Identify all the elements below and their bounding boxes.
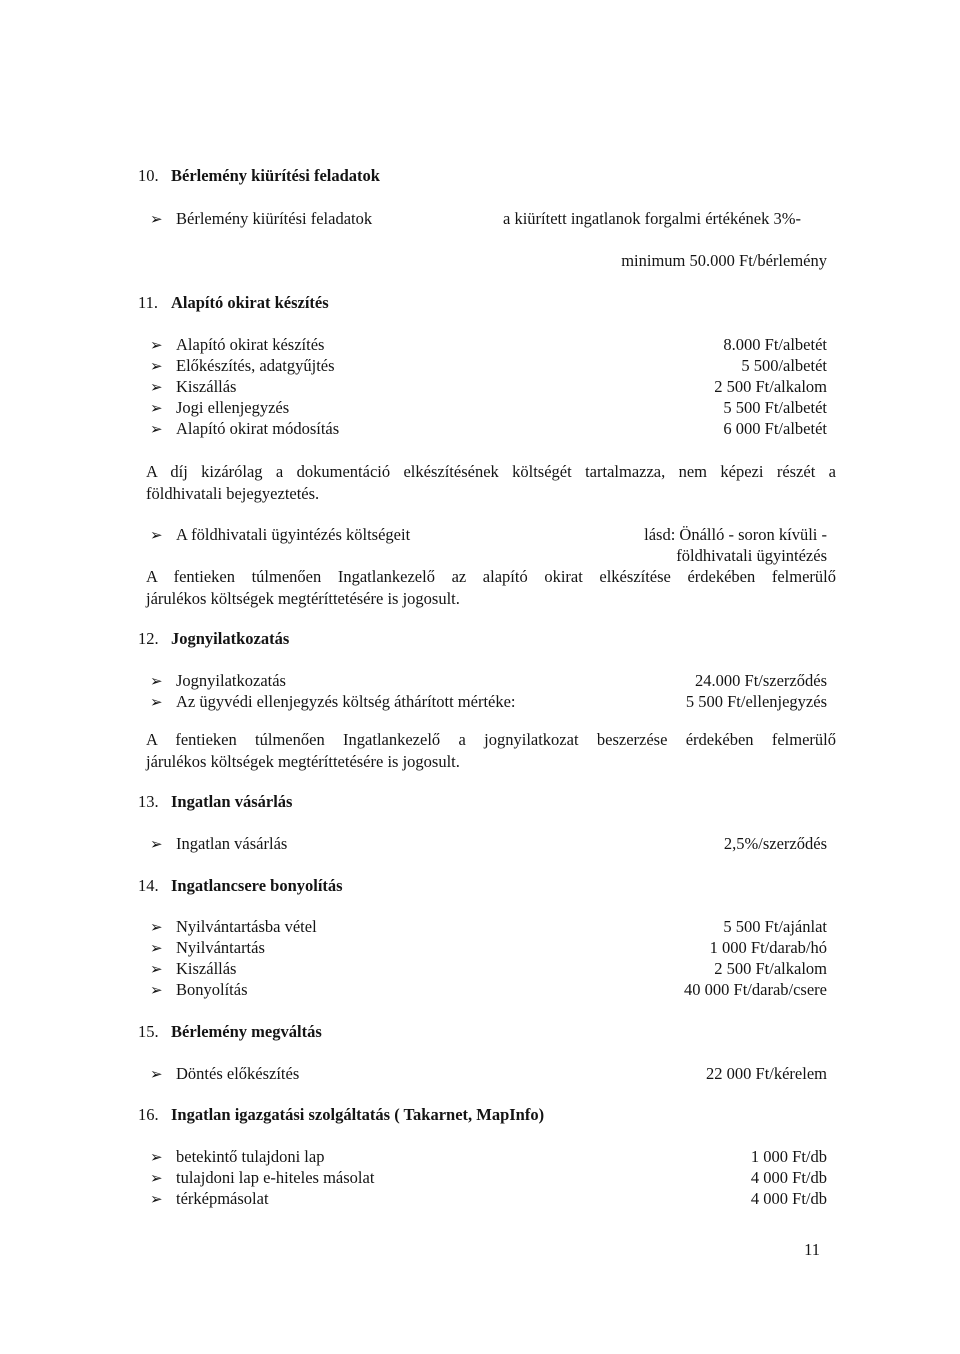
- item-label: Nyilvántartás: [176, 938, 265, 957]
- item-value: 22 000 Ft/kérelem: [706, 1064, 827, 1083]
- section-title: Alapító okirat készítés: [171, 293, 329, 312]
- arrow-bullet-icon: ➢: [150, 920, 163, 936]
- item-value: 2 500 Ft/alkalom: [714, 377, 827, 396]
- section-title: Ingatlan igazgatási szolgáltatás ( Takarnet, MapInfo): [171, 1105, 545, 1124]
- item-label: Alapító okirat készítés: [176, 335, 325, 354]
- section-number: 10.: [138, 166, 159, 185]
- page-number: 11: [804, 1240, 820, 1259]
- item-label: Előkészítés, adatgyűjtés: [176, 356, 335, 375]
- item-label: Bérlemény kiürítési feladatok: [176, 209, 373, 228]
- list-item: [150, 1063, 299, 1087]
- arrow-bullet-icon: ➢: [150, 674, 163, 690]
- arrow-bullet-icon: ➢: [150, 695, 163, 711]
- section-title: Ingatlan vásárlás: [171, 792, 293, 811]
- arrow-bullet-icon: ➢: [150, 941, 163, 957]
- section-12-heading: [138, 628, 289, 650]
- arrow-bullet-icon: ➢: [150, 1150, 163, 1166]
- section-14-heading: [138, 875, 343, 897]
- section-number: 13.: [138, 792, 159, 811]
- paragraph-line: járulékos költségek megtéríttetésére is jogosult.: [146, 751, 460, 771]
- list-item: [150, 979, 248, 1003]
- arrow-bullet-icon: ➢: [150, 212, 163, 228]
- list-item: [150, 670, 286, 694]
- arrow-bullet-icon: ➢: [150, 528, 163, 544]
- item-value: a kiürített ingatlanok forgalmi értékének 3%-: [503, 209, 801, 228]
- item-value: 4 000 Ft/db: [750, 1168, 827, 1187]
- section-title: Bérlemény megváltás: [171, 1022, 322, 1041]
- section-16-heading: [138, 1104, 544, 1126]
- list-item: [150, 1167, 374, 1191]
- fee-note-paragraph: [146, 461, 836, 504]
- item-value: 6 000 Ft/albetét: [723, 419, 827, 438]
- paragraph-line: A fentieken túlmenően Ingatlankezelő a jognyilatkozat beszerzése érdekében felmerülő: [146, 730, 836, 749]
- item-label: tulajdoni lap e-hiteles másolat: [176, 1168, 375, 1187]
- list-item: [150, 937, 265, 961]
- item-label: Jognyilatkozatás: [176, 671, 286, 690]
- item-label: Nyilvántartásba vétel: [176, 917, 317, 936]
- item-value-continued: minimum 50.000 Ft/bérlemény: [621, 251, 827, 270]
- item-label: Alapító okirat módosítás: [176, 419, 340, 438]
- arrow-bullet-icon: ➢: [150, 1192, 163, 1208]
- item-value: 8.000 Ft/albetét: [723, 335, 827, 354]
- section-11-heading: [138, 292, 329, 314]
- list-item: [150, 355, 335, 379]
- item-label: A földhivatali ügyintézés költségeit: [176, 525, 411, 544]
- item-value: 1 000 Ft/darab/hó: [709, 938, 827, 957]
- section-10-heading: [138, 165, 380, 187]
- paragraph-line: A fentieken túlmenően Ingatlankezelő az alapító okirat elkészítése érdekében felmerülő: [146, 567, 836, 586]
- list-item: [150, 833, 287, 857]
- list-item: [150, 376, 236, 400]
- item-label: Ingatlan vásárlás: [176, 834, 288, 853]
- paragraph-line: A díj kizárólag a dokumentáció elkészítésének költségét tartalmazza, nem képezi részét a: [146, 462, 836, 481]
- item-label: Jogi ellenjegyzés: [176, 398, 290, 417]
- list-item: [150, 334, 324, 358]
- paragraph-line: földhivatali bejegyeztetés.: [146, 483, 320, 503]
- arrow-bullet-icon: ➢: [150, 380, 163, 396]
- arrow-bullet-icon: ➢: [150, 401, 163, 417]
- item-value: 5 500/albetét: [741, 356, 827, 375]
- section-number: 11.: [138, 293, 159, 312]
- arrow-bullet-icon: ➢: [150, 359, 163, 375]
- list-item: [150, 691, 516, 715]
- list-item: [150, 208, 372, 232]
- list-item: [150, 1146, 324, 1170]
- item-label: Kiszállás: [176, 959, 237, 978]
- list-item: [150, 916, 317, 940]
- section-title: Ingatlancsere bonyolítás: [171, 876, 343, 895]
- item-value: 24.000 Ft/szerződés: [695, 671, 827, 690]
- section-number: 16.: [138, 1105, 159, 1124]
- item-value: 4 000 Ft/db: [750, 1189, 827, 1208]
- section-title: Jognyilatkozatás: [171, 629, 290, 648]
- extra-costs-paragraph: [146, 566, 836, 609]
- list-item: [150, 1188, 269, 1212]
- arrow-bullet-icon: ➢: [150, 1171, 163, 1187]
- extra-costs-paragraph: [146, 729, 836, 772]
- section-13-heading: [138, 791, 292, 813]
- section-15-heading: [138, 1021, 322, 1043]
- arrow-bullet-icon: ➢: [150, 1067, 163, 1083]
- item-value: 2,5%/szerződés: [723, 834, 827, 853]
- item-label: Döntés előkészítés: [176, 1064, 300, 1083]
- section-number: 12.: [138, 629, 159, 648]
- list-item: [150, 418, 339, 442]
- arrow-bullet-icon: ➢: [150, 837, 163, 853]
- item-label: Kiszállás: [176, 377, 237, 396]
- item-label: betekintő tulajdoni lap: [176, 1147, 325, 1166]
- item-value: 5 500 Ft/albetét: [723, 398, 827, 417]
- item-value: lásd: Önálló - soron kívüli -: [644, 525, 827, 544]
- item-label: Bonyolítás: [176, 980, 248, 999]
- list-item: [150, 524, 410, 548]
- arrow-bullet-icon: ➢: [150, 983, 163, 999]
- arrow-bullet-icon: ➢: [150, 338, 163, 354]
- item-label: Az ügyvédi ellenjegyzés költség áthárított mértéke:: [176, 692, 516, 711]
- section-number: 15.: [138, 1022, 159, 1041]
- item-value: 5 500 Ft/ellenjegyzés: [685, 692, 827, 711]
- section-number: 14.: [138, 876, 159, 895]
- item-value-continued: földhivatali ügyintézés: [676, 546, 827, 565]
- list-item: [150, 397, 289, 421]
- item-value: 40 000 Ft/darab/csere: [684, 980, 827, 999]
- item-value: 2 500 Ft/alkalom: [714, 959, 827, 978]
- item-label: térképmásolat: [176, 1189, 269, 1208]
- item-value: 1 000 Ft/db: [750, 1147, 827, 1166]
- section-title: Bérlemény kiürítési feladatok: [171, 166, 380, 185]
- paragraph-line: járulékos költségek megtéríttetésére is jogosult.: [146, 588, 460, 608]
- item-value: 5 500 Ft/ajánlat: [723, 917, 827, 936]
- arrow-bullet-icon: ➢: [150, 422, 163, 438]
- arrow-bullet-icon: ➢: [150, 962, 163, 978]
- list-item: [150, 958, 236, 982]
